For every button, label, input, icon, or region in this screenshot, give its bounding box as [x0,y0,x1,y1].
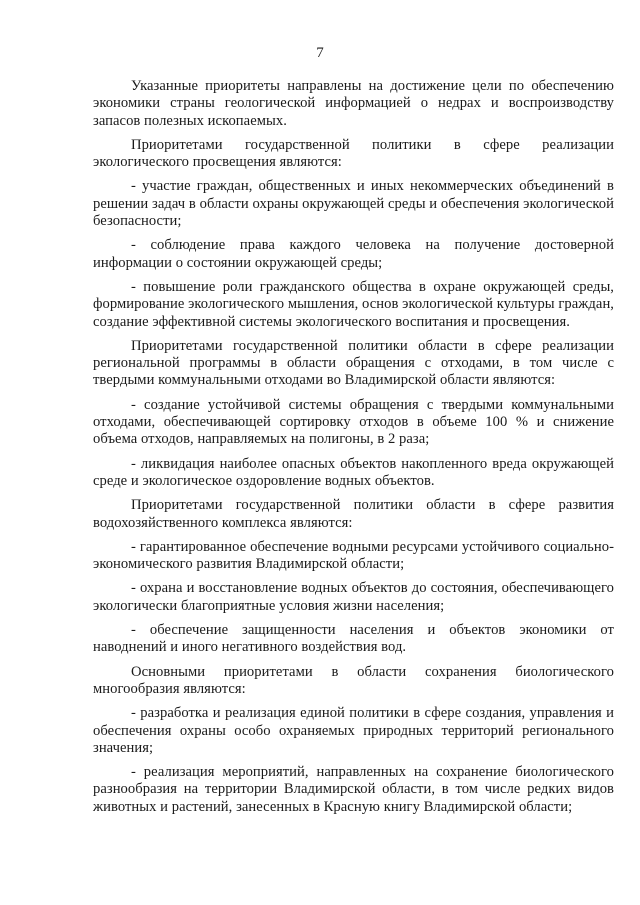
list-item: - создание устойчивой системы обращения с твердыми коммунальными отходами, обеспечивающей сортировку отходов в объеме 100 % и снижение объема отходов, направляемых на полигоны, в 2 раза; [93,396,614,448]
list-item: - гарантированное обеспечение водными ресурсами устойчивого социально-экономического развития Владимирской области; [93,538,614,573]
list-item: - разработка и реализация единой политики в сфере создания, управления и обеспечения охраны особо охраняемых природных территорий регионального значения; [93,705,614,756]
paragraph-waste-heading: Приоритетами государственной политики области в сфере реализации региональной программы в области обращения с отходами, в том числе с твердыми коммунальными отходами во Владимирской области являются: [93,337,614,389]
paragraph-water-heading: Приоритетами государственной политики области в сфере развития водохозяйственного комплекса являются: [93,497,614,531]
paragraph-goals-note: Указанные приоритеты направлены на достижение цели по обеспечению экономики страны геологической информацией о недрах и воспроизводству запасов полезных ископаемых. [93,78,614,129]
list-item: - охрана и восстановление водных объектов до состояния, обеспечивающего экологически благоприятные условия жизни населения; [93,580,614,614]
paragraph-biodiversity-heading: Основными приоритетами в области сохранения биологического многообразия являются: [93,663,614,697]
list-item: - реализация мероприятий, направленных на сохранение биологического разнообразия на территории Владимирской области, в том числе редких видов животных и растений, занесенных в Красную книгу Владимирской области; [93,764,614,815]
list-item: - повышение роли гражданского общества в охране окружающей среды, формирование экологического мышления, основ экологической культуры граждан, создание эффективной системы экологического воспитания и просвещения. [93,278,614,330]
list-item: - ликвидация наиболее опасных объектов накопленного вреда окружающей среде и экологическое оздоровление водных объектов. [93,455,614,489]
page-number: 7 [316,45,324,61]
list-item: - обеспечение защищенности населения и объектов экономики от наводнений и иного негативного воздействия вод. [93,622,614,656]
list-item: - соблюдение права каждого человека на получение достоверной информации о состоянии окружающей среды; [93,237,614,271]
document-body [93,78,614,823]
list-item: - участие граждан, общественных и иных некоммерческих объединений в решении задач в области охраны окружающей среды и обеспечения экологической безопасности; [93,178,614,230]
paragraph-eco-education-heading: Приоритетами государственной политики в сфере реализации экологического просвещения являются: [93,136,614,171]
